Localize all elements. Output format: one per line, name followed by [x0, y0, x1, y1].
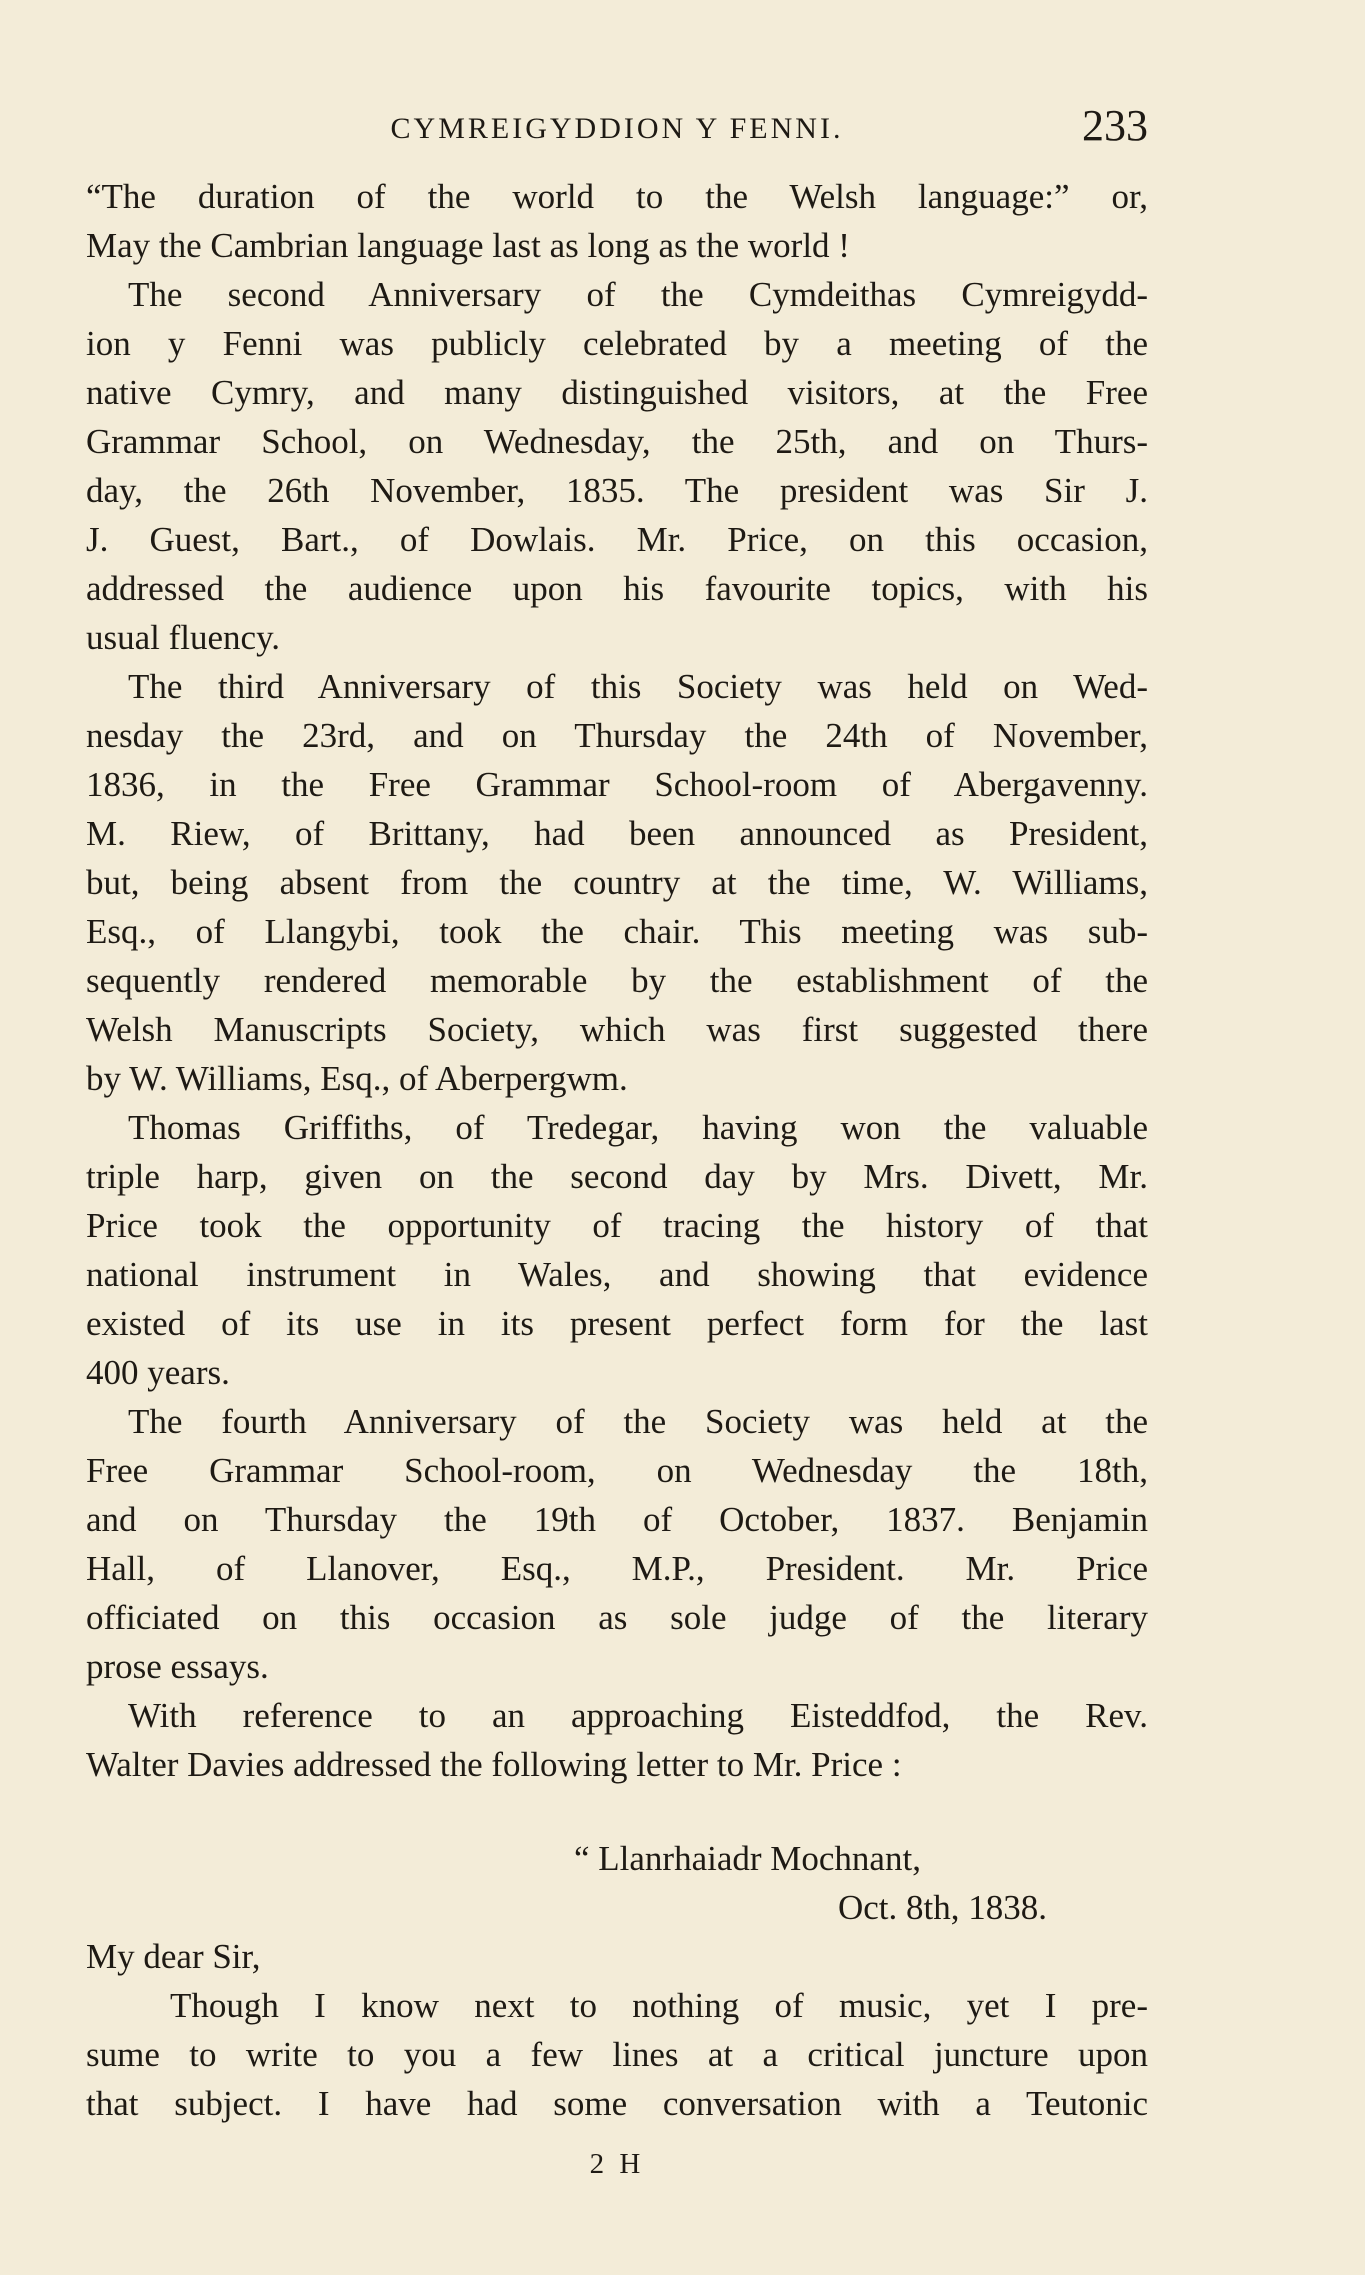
text-line: M. Riew, of Brittany, had been announced as President, [86, 814, 1148, 853]
text-line: Welsh Manuscripts Society, which was first suggested there [86, 1010, 1148, 1049]
text-line: Price took the opportunity of tracing the history of that [86, 1206, 1148, 1245]
text-line: J. Guest, Bart., of Dowlais. Mr. Price, on this occasion, [86, 520, 1148, 559]
letter-date: Oct. 8th, 1838. [838, 1888, 1048, 1927]
text-line: addressed the audience upon his favourite topics, with his [86, 569, 1148, 608]
text-line: May the Cambrian language last as long as the world ! [86, 226, 850, 265]
paragraph-fourth-anniversary [86, 1397, 1148, 1691]
letter-place: “ Llanrhaiadr Mochnant, [574, 1839, 921, 1878]
text-line: Grammar School, on Wednesday, the 25th, and on Thurs- [86, 422, 1148, 461]
text-line: Esq., of Llangybi, took the chair. This meeting was sub- [86, 912, 1148, 951]
text-line: Free Grammar School-room, on Wednesday the 18th, [86, 1451, 1148, 1490]
letter [86, 1834, 1148, 2128]
text-line: The second Anniversary of the Cymdeithas Cymreigydd- [128, 275, 1148, 314]
paragraph-third-anniversary [86, 662, 1148, 1103]
page-body [86, 172, 1148, 2128]
text-line: nesday the 23rd, and on Thursday the 24th of November, [86, 716, 1148, 755]
text-line: Though I know next to nothing of music, yet I pre- [170, 1986, 1148, 2025]
text-line: Hall, of Llanover, Esq., M.P., President. Mr. Price [86, 1549, 1148, 1588]
text-line: Walter Davies addressed the following letter to Mr. Price : [86, 1745, 902, 1784]
paragraph-second-anniversary [86, 270, 1148, 662]
paragraph-letter-intro [86, 1691, 1148, 1789]
text-line: by W. Williams, Esq., of Aberpergwm. [86, 1059, 628, 1098]
section-gap [86, 1789, 1148, 1834]
text-line: prose essays. [86, 1647, 269, 1686]
page-header [86, 100, 1148, 160]
paragraph-triple-harp [86, 1103, 1148, 1397]
text-line: Thomas Griffiths, of Tredegar, having won the valuable [128, 1108, 1148, 1147]
text-line: that subject. I have had some conversation with a Teutonic [86, 2084, 1148, 2123]
text-line: national instrument in Wales, and showing that evidence [86, 1255, 1148, 1294]
text-line: triple harp, given on the second day by Mrs. Divett, Mr. [86, 1157, 1148, 1196]
text-line: ion y Fenni was publicly celebrated by a meeting of the [86, 324, 1148, 363]
text-line: and on Thursday the 19th of October, 1837. Benjamin [86, 1500, 1148, 1539]
page-number: 233 [1082, 101, 1148, 150]
text-line: usual fluency. [86, 618, 281, 657]
text-line: 400 years. [86, 1353, 230, 1392]
text-line: day, the 26th November, 1835. The president was Sir J. [86, 471, 1148, 510]
text-line: officiated on this occasion as sole judge of the literary [86, 1598, 1148, 1637]
signature-mark: 2 H [589, 2148, 645, 2180]
paragraph-motto [86, 172, 1148, 270]
running-head: CYMREIGYDDION Y FENNI. [390, 112, 844, 145]
text-line: sume to write to you a few lines at a critical juncture upon [86, 2035, 1148, 2074]
text-line: “The duration of the world to the Welsh language:” or, [86, 177, 1148, 216]
text-line: With reference to an approaching Eisteddfod, the Rev. [128, 1696, 1148, 1735]
text-line: native Cymry, and many distinguished visitors, at the Free [86, 373, 1148, 412]
text-line: The third Anniversary of this Society was held on Wed- [128, 667, 1148, 706]
text-line: but, being absent from the country at the time, W. Williams, [86, 863, 1148, 902]
text-line: The fourth Anniversary of the Society was held at the [128, 1402, 1148, 1441]
letter-salutation: My dear Sir, [86, 1937, 261, 1976]
text-line: sequently rendered memorable by the establishment of the [86, 961, 1148, 1000]
text-line: 1836, in the Free Grammar School-room of Abergavenny. [86, 765, 1148, 804]
text-line: existed of its use in its present perfect form for the last [86, 1304, 1148, 1343]
